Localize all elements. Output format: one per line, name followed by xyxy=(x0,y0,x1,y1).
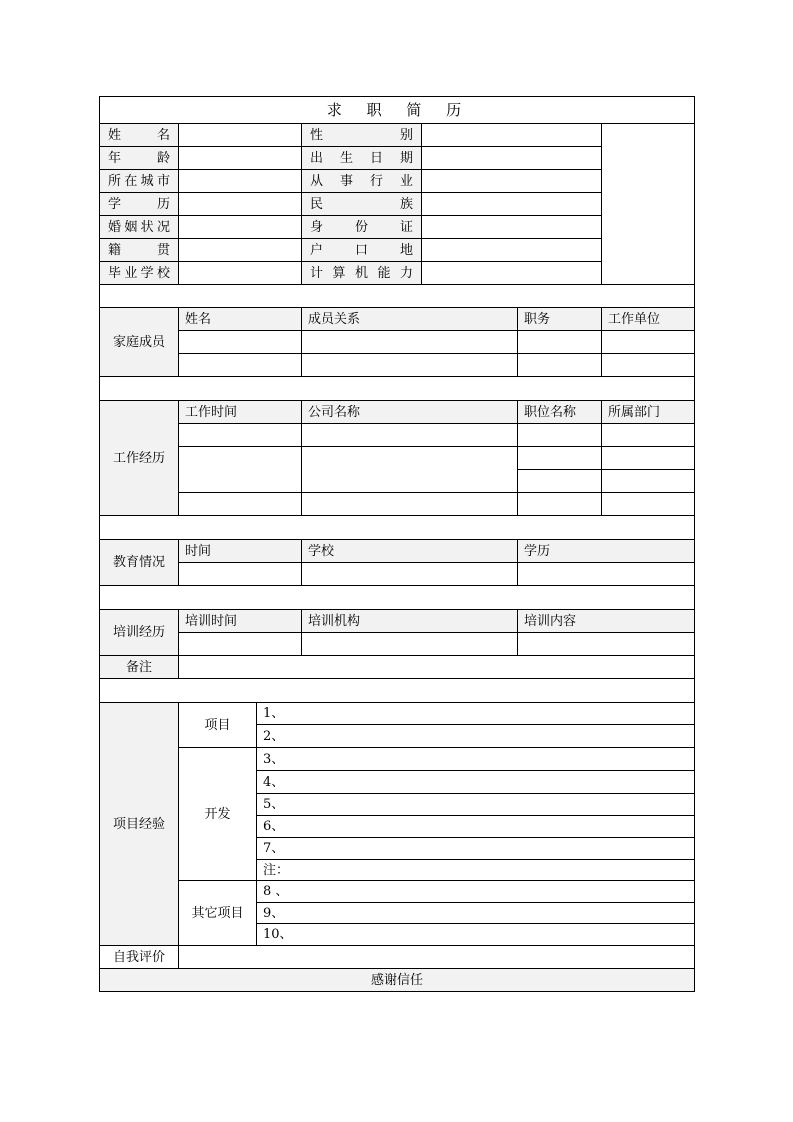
family-cell[interactable] xyxy=(179,331,302,354)
remarks-label: 备注 xyxy=(100,656,179,679)
project-item[interactable]: 10、 xyxy=(257,924,695,946)
resume-form xyxy=(99,96,694,992)
work-cell[interactable] xyxy=(602,424,695,447)
development-group-label: 开发 xyxy=(179,748,257,881)
self-eval-label: 自我评价 xyxy=(100,946,179,969)
photo-box xyxy=(602,124,695,285)
education-header-time: 时间 xyxy=(179,540,302,563)
family-header-position: 职务 xyxy=(518,308,602,331)
spacer-row xyxy=(100,516,695,540)
spacer-row xyxy=(100,586,695,610)
family-header-name: 姓名 xyxy=(179,308,302,331)
training-cell[interactable] xyxy=(302,633,518,656)
training-cell[interactable] xyxy=(179,633,302,656)
project-item[interactable]: 5、 xyxy=(257,794,695,816)
education-cell[interactable] xyxy=(518,563,695,586)
industry-field[interactable] xyxy=(422,170,602,193)
project-item[interactable]: 7、 xyxy=(257,838,695,860)
project-item[interactable]: 1、 xyxy=(257,703,695,725)
label-computer-skill: 计算机能力 xyxy=(302,262,422,285)
spacer-row xyxy=(100,285,695,308)
degree-field[interactable] xyxy=(179,193,302,216)
footer-thanks: 感谢信任 xyxy=(100,969,695,992)
label-school: 毕业学校 xyxy=(100,262,179,285)
training-label: 培训经历 xyxy=(100,610,179,656)
native-place-field[interactable] xyxy=(179,239,302,262)
id-card-field[interactable] xyxy=(422,216,602,239)
label-hukou: 户 口 地 xyxy=(302,239,422,262)
training-header-time: 培训时间 xyxy=(179,610,302,633)
training-header-institution: 培训机构 xyxy=(302,610,518,633)
work-header-time: 工作时间 xyxy=(179,401,302,424)
label-city: 所在城市 xyxy=(100,170,179,193)
family-header-employer: 工作单位 xyxy=(602,308,695,331)
family-label: 家庭成员 xyxy=(100,308,179,377)
family-cell[interactable] xyxy=(179,354,302,377)
project-note[interactable]: 注： xyxy=(257,860,695,881)
label-age: 年 龄 xyxy=(100,147,179,170)
label-marital: 婚姻状况 xyxy=(100,216,179,239)
birthdate-field[interactable] xyxy=(422,147,602,170)
family-cell[interactable] xyxy=(518,331,602,354)
work-cell[interactable] xyxy=(302,424,518,447)
label-ethnicity: 民 族 xyxy=(302,193,422,216)
work-cell[interactable] xyxy=(518,447,602,470)
city-field[interactable] xyxy=(179,170,302,193)
training-header-content: 培训内容 xyxy=(518,610,695,633)
marital-field[interactable] xyxy=(179,216,302,239)
hukou-field[interactable] xyxy=(422,239,602,262)
ethnicity-field[interactable] xyxy=(422,193,602,216)
work-cell[interactable] xyxy=(518,470,602,493)
spacer-row xyxy=(100,377,695,401)
project-group-label: 项目 xyxy=(179,703,257,748)
work-label: 工作经历 xyxy=(100,401,179,516)
work-cell[interactable] xyxy=(518,493,602,516)
work-cell[interactable] xyxy=(179,493,302,516)
work-cell[interactable] xyxy=(602,447,695,470)
education-header-degree: 学历 xyxy=(518,540,695,563)
work-cell[interactable] xyxy=(179,447,302,493)
age-field[interactable] xyxy=(179,147,302,170)
work-cell[interactable] xyxy=(518,424,602,447)
family-cell[interactable] xyxy=(302,331,518,354)
work-header-title: 职位名称 xyxy=(518,401,602,424)
spacer-row xyxy=(100,679,695,703)
label-birthdate: 出 生 日 期 xyxy=(302,147,422,170)
school-field[interactable] xyxy=(179,262,302,285)
work-header-department: 所属部门 xyxy=(602,401,695,424)
family-header-relation: 成员关系 xyxy=(302,308,518,331)
project-item[interactable]: 3、 xyxy=(257,748,695,771)
education-cell[interactable] xyxy=(179,563,302,586)
work-cell[interactable] xyxy=(602,470,695,493)
label-industry: 从 事 行 业 xyxy=(302,170,422,193)
education-label: 教育情况 xyxy=(100,540,179,586)
family-cell[interactable] xyxy=(602,331,695,354)
work-cell[interactable] xyxy=(302,493,518,516)
work-cell[interactable] xyxy=(179,424,302,447)
label-name: 姓 名 xyxy=(100,124,179,147)
project-item[interactable]: 9、 xyxy=(257,903,695,924)
work-cell[interactable] xyxy=(602,493,695,516)
form-title: 求 职 简 历 xyxy=(100,97,695,124)
resume-table xyxy=(99,96,695,992)
family-cell[interactable] xyxy=(302,354,518,377)
self-eval-field[interactable] xyxy=(179,946,695,969)
remarks-field[interactable] xyxy=(179,656,695,679)
education-cell[interactable] xyxy=(302,563,518,586)
project-item[interactable]: 2、 xyxy=(257,725,695,748)
label-degree: 学 历 xyxy=(100,193,179,216)
project-item[interactable]: 6、 xyxy=(257,816,695,838)
education-header-school: 学校 xyxy=(302,540,518,563)
label-native-place: 籍 贯 xyxy=(100,239,179,262)
family-cell[interactable] xyxy=(602,354,695,377)
computer-skill-field[interactable] xyxy=(422,262,602,285)
project-item[interactable]: 4、 xyxy=(257,771,695,794)
gender-field[interactable] xyxy=(422,124,602,147)
other-projects-group-label: 其它项目 xyxy=(179,881,257,946)
project-item[interactable]: 8 、 xyxy=(257,881,695,903)
family-cell[interactable] xyxy=(518,354,602,377)
work-header-company: 公司名称 xyxy=(302,401,518,424)
training-cell[interactable] xyxy=(518,633,695,656)
name-field[interactable] xyxy=(179,124,302,147)
label-id-card: 身 份 证 xyxy=(302,216,422,239)
label-gender: 性 别 xyxy=(302,124,422,147)
projects-label: 项目经验 xyxy=(100,703,179,946)
work-cell[interactable] xyxy=(302,447,518,493)
